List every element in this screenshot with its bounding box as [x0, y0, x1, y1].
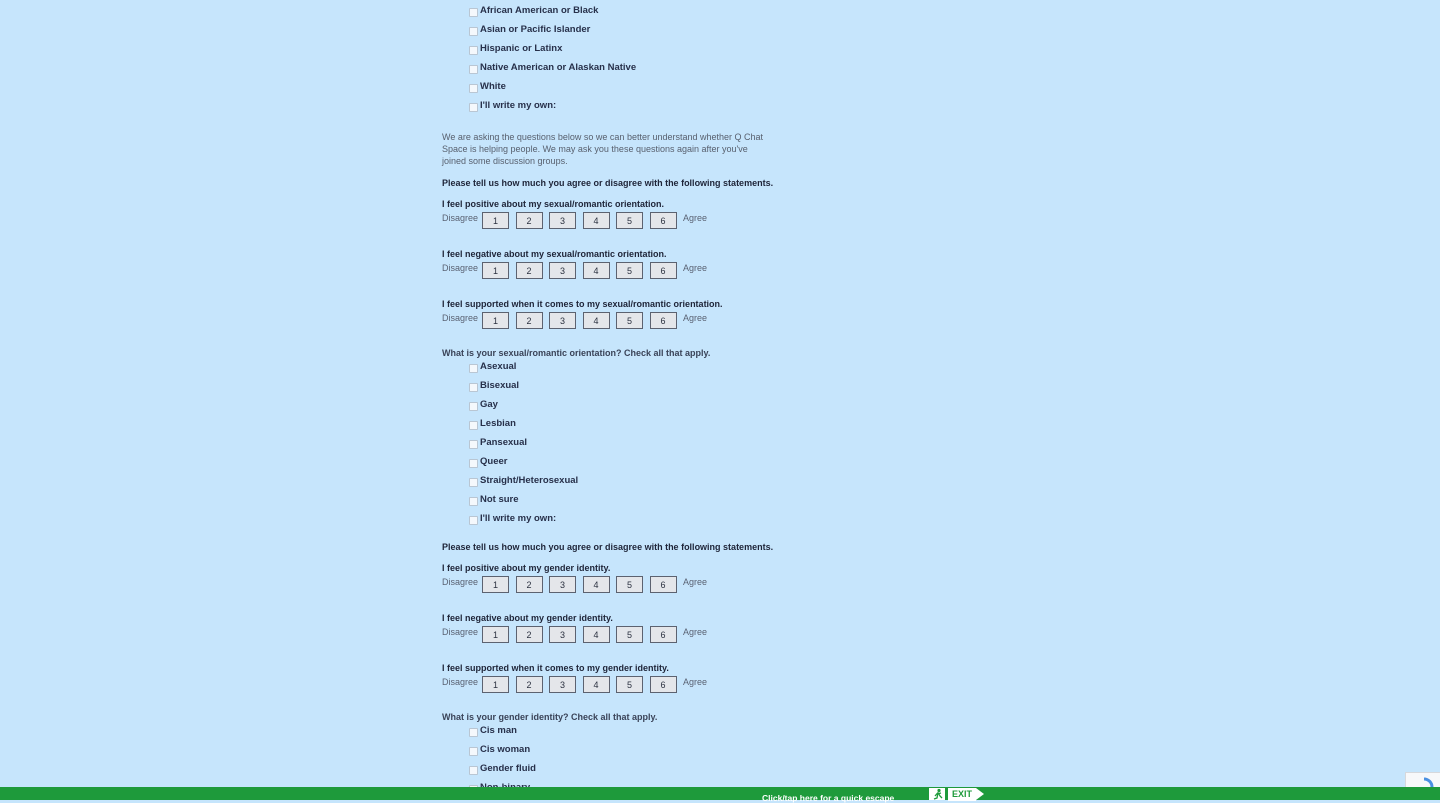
- orientation-option-label[interactable]: Not sure: [480, 493, 519, 505]
- rating-button-6[interactable]: 6: [650, 576, 677, 593]
- orientation-checkbox[interactable]: [469, 516, 478, 525]
- orientation-option-label[interactable]: Pansexual: [480, 436, 527, 448]
- gender-option-label[interactable]: Gender fluid: [480, 762, 536, 774]
- rating-button-5[interactable]: 5: [616, 576, 643, 593]
- rating-button-6[interactable]: 6: [650, 312, 677, 329]
- orientation-option[interactable]: [469, 434, 527, 450]
- gender-checkbox[interactable]: [469, 728, 478, 737]
- orientation-option-label[interactable]: Lesbian: [480, 417, 516, 429]
- rating-button-5[interactable]: 5: [616, 626, 643, 643]
- gender-statement: I feel negative about my gender identity.: [442, 613, 613, 623]
- gender-statement: I feel positive about my gender identity.: [442, 563, 611, 573]
- race-option[interactable]: [469, 40, 562, 56]
- rating-button-6[interactable]: 6: [650, 262, 677, 279]
- exit-label: EXIT: [948, 788, 976, 801]
- orientation-checkbox[interactable]: [469, 478, 478, 487]
- orientation-checkbox[interactable]: [469, 402, 478, 411]
- orientation-option[interactable]: [469, 377, 519, 393]
- orientation-option-label[interactable]: Straight/Heterosexual: [480, 474, 579, 486]
- race-option[interactable]: [469, 97, 556, 113]
- rating-button-3[interactable]: 3: [549, 576, 576, 593]
- orientation-statement: I feel positive about my sexual/romantic orientation.: [442, 199, 665, 209]
- orientation-checkbox[interactable]: [469, 383, 478, 392]
- scale-agree-label: Agree: [683, 313, 708, 323]
- gender-statement: I feel supported when it comes to my gender identity.: [442, 663, 669, 673]
- race-checkbox[interactable]: [469, 103, 478, 112]
- race-option[interactable]: [469, 78, 506, 94]
- orientation-statement: I feel negative about my sexual/romantic orientation.: [442, 249, 667, 259]
- orientation-option-label[interactable]: Asexual: [480, 360, 517, 372]
- rating-button-4[interactable]: 4: [583, 312, 610, 329]
- race-option-label[interactable]: I'll write my own:: [480, 99, 557, 111]
- race-option-label[interactable]: Native American or Alaskan Native: [480, 61, 637, 73]
- rating-button-6[interactable]: 6: [650, 676, 677, 693]
- orientation-checkbox[interactable]: [469, 364, 478, 373]
- instruction-gender: Please tell us how much you agree or disagree with the following statements.: [442, 542, 774, 552]
- rating-button-6[interactable]: 6: [650, 626, 677, 643]
- race-checkbox[interactable]: [469, 8, 478, 17]
- scale-agree-label: Agree: [683, 577, 708, 587]
- scale-agree-label: Agree: [683, 213, 708, 223]
- orientation-option-label[interactable]: I'll write my own:: [480, 512, 557, 524]
- rating-button-4[interactable]: 4: [583, 262, 610, 279]
- quick-escape-text[interactable]: Click/tap here for a quick escape: [762, 793, 895, 803]
- race-checkbox[interactable]: [469, 27, 478, 36]
- rating-button-5[interactable]: 5: [616, 262, 643, 279]
- gender-question: What is your gender identity? Check all that apply.: [442, 712, 658, 722]
- rating-button-1[interactable]: 1: [482, 262, 509, 279]
- gender-checkbox[interactable]: [469, 747, 478, 756]
- race-option-label[interactable]: Hispanic or Latinx: [480, 42, 563, 54]
- scale-disagree-label: Disagree: [442, 627, 479, 637]
- orientation-option[interactable]: [469, 396, 498, 412]
- rating-button-5[interactable]: 5: [616, 676, 643, 693]
- rating-button-5[interactable]: 5: [616, 312, 643, 329]
- gender-option[interactable]: [469, 722, 517, 738]
- orientation-checkbox[interactable]: [469, 497, 478, 506]
- rating-button-1[interactable]: 1: [482, 626, 509, 643]
- instruction-orientation: Please tell us how much you agree or disagree with the following statements.: [442, 178, 774, 188]
- rating-button-5[interactable]: 5: [616, 212, 643, 229]
- orientation-option[interactable]: [469, 453, 507, 469]
- orientation-option-label[interactable]: Gay: [480, 398, 498, 410]
- rating-button-4[interactable]: 4: [583, 576, 610, 593]
- gender-checkbox[interactable]: [469, 766, 478, 775]
- rating-button-6[interactable]: 6: [650, 212, 677, 229]
- orientation-question: What is your sexual/romantic orientation? Check all that apply.: [442, 348, 711, 358]
- rating-button-2[interactable]: 2: [516, 626, 543, 643]
- rating-button-2[interactable]: 2: [516, 312, 543, 329]
- race-option-label[interactable]: African American or Black: [480, 4, 599, 16]
- rating-button-3[interactable]: 3: [549, 212, 576, 229]
- rating-button-2[interactable]: 2: [516, 576, 543, 593]
- exit-person-icon: [929, 788, 945, 800]
- scale-disagree-label: Disagree: [442, 577, 479, 587]
- orientation-option-label[interactable]: Bisexual: [480, 379, 520, 391]
- orientation-option[interactable]: [469, 358, 516, 374]
- gender-option-label[interactable]: Cis woman: [480, 743, 531, 755]
- orientation-checkbox[interactable]: [469, 421, 478, 430]
- exit-badge[interactable]: [929, 788, 984, 800]
- orientation-option[interactable]: [469, 415, 516, 431]
- rating-button-3[interactable]: 3: [549, 262, 576, 279]
- rating-button-1[interactable]: 1: [482, 676, 509, 693]
- rating-button-3[interactable]: 3: [549, 312, 576, 329]
- gender-option[interactable]: [469, 760, 536, 776]
- rating-button-3[interactable]: 3: [549, 626, 576, 643]
- intro-text: We are asking the questions below so we can better understand whether Q Chat Space is helping people. We may ask you these questions again after you've joined some discussion groups.: [442, 132, 764, 166]
- scale-disagree-label: Disagree: [442, 213, 479, 223]
- rating-button-1[interactable]: 1: [482, 312, 509, 329]
- orientation-option[interactable]: [469, 491, 519, 507]
- rating-button-2[interactable]: 2: [516, 212, 543, 229]
- orientation-statement: I feel supported when it comes to my sexual/romantic orientation.: [442, 299, 723, 309]
- orientation-option[interactable]: [469, 472, 578, 488]
- quick-escape-bar[interactable]: [0, 787, 1440, 803]
- race-option-label[interactable]: White: [480, 80, 506, 92]
- scale-agree-label: Agree: [683, 627, 708, 637]
- race-checkbox[interactable]: [469, 46, 478, 55]
- scale-disagree-label: Disagree: [442, 677, 479, 687]
- race-option[interactable]: [469, 2, 598, 18]
- rating-button-1[interactable]: 1: [482, 212, 509, 229]
- scale-disagree-label: Disagree: [442, 263, 479, 273]
- exit-arrow-icon: [976, 788, 984, 800]
- rating-button-4[interactable]: 4: [583, 212, 610, 229]
- race-option-label[interactable]: Asian or Pacific Islander: [480, 23, 591, 35]
- rating-button-2[interactable]: 2: [516, 676, 543, 693]
- orientation-option[interactable]: [469, 510, 556, 526]
- race-checkbox[interactable]: [469, 65, 478, 74]
- orientation-checkbox[interactable]: [469, 440, 478, 449]
- rating-button-4[interactable]: 4: [583, 676, 610, 693]
- race-checkbox[interactable]: [469, 84, 478, 93]
- rating-button-4[interactable]: 4: [583, 626, 610, 643]
- orientation-option-label[interactable]: Queer: [480, 455, 508, 467]
- race-option[interactable]: [469, 59, 636, 75]
- scale-agree-label: Agree: [683, 263, 708, 273]
- orientation-checkbox[interactable]: [469, 459, 478, 468]
- rating-button-1[interactable]: 1: [482, 576, 509, 593]
- gender-option-label[interactable]: Cis man: [480, 724, 517, 736]
- scale-disagree-label: Disagree: [442, 313, 479, 323]
- rating-button-3[interactable]: 3: [549, 676, 576, 693]
- rating-button-2[interactable]: 2: [516, 262, 543, 279]
- race-option[interactable]: [469, 21, 590, 37]
- scale-agree-label: Agree: [683, 677, 708, 687]
- gender-option[interactable]: [469, 741, 530, 757]
